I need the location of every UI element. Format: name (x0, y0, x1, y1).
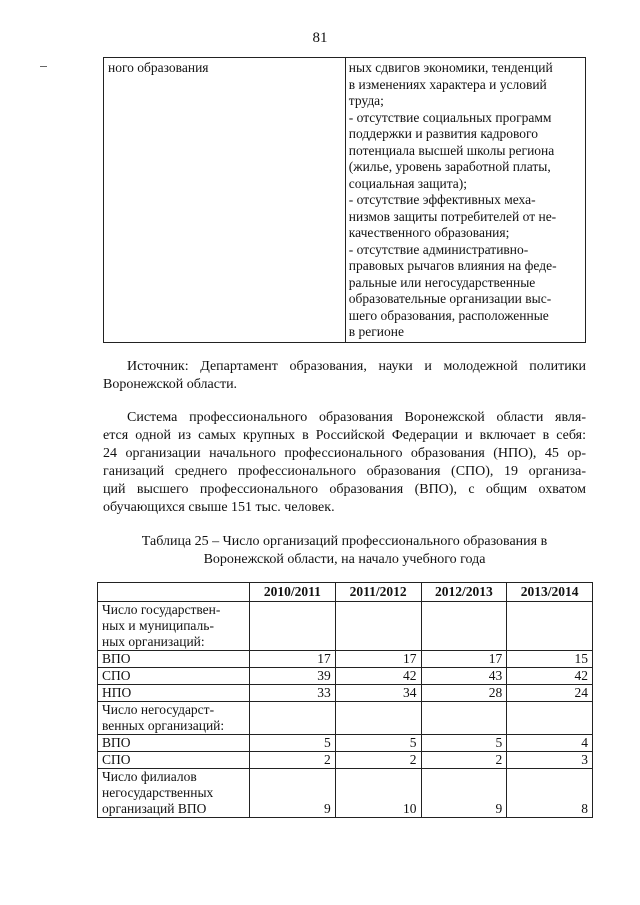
value-cell: 39 (250, 668, 336, 685)
table-caption (103, 533, 586, 569)
row-label-line: НПО (102, 685, 132, 700)
table-row (98, 769, 593, 818)
row-label-cell (98, 602, 250, 651)
row-label-line: ных и муниципаль- (102, 618, 214, 633)
value-cell: 28 (421, 685, 507, 702)
source-line: Источник: Департамент образования, науки и молодежной политики (127, 359, 586, 374)
row-label-cell (98, 769, 250, 818)
value-cell: 43 (421, 668, 507, 685)
row-label-line: Число государствен- (102, 602, 221, 617)
table-row (98, 702, 593, 735)
cell-line: в регионе (348, 324, 405, 339)
cell-line: шего образования, расположенные (348, 307, 549, 323)
value-cell: 42 (335, 668, 421, 685)
value-cell: 33 (250, 685, 336, 702)
cell-line: - отсутствие административно- (348, 241, 529, 257)
value-cell: 5 (335, 735, 421, 752)
value-cell: 34 (335, 685, 421, 702)
cell-line: ных сдвигов экономики, тенденций (348, 60, 553, 75)
value-cell: 17 (335, 651, 421, 668)
value-cell (335, 602, 421, 651)
value-cell (507, 702, 593, 735)
value-cell: 9 (250, 769, 336, 818)
cell-line: поддержки и развития кадрового (348, 126, 539, 141)
body-paragraph (103, 409, 586, 517)
value-cell (507, 602, 593, 651)
page-number: 81 (312, 30, 328, 46)
value-cell: 2 (250, 752, 336, 769)
cell-line: образовательные организации выс- (348, 291, 552, 306)
cell-line: потенциала высшей школы региона (348, 142, 555, 158)
row-label-line: организаций ВПО (102, 801, 207, 816)
value-cell: 8 (507, 769, 593, 818)
header-cell: 2010/2011 (250, 583, 336, 602)
value-cell: 5 (250, 735, 336, 752)
cell-line: - отсутствие социальных программ (348, 109, 552, 125)
table-row (98, 651, 593, 668)
value-cell (335, 702, 421, 735)
row-label-line: венных организаций: (102, 718, 225, 733)
source-line: Воронежской области. (103, 377, 238, 392)
value-cell: 15 (507, 651, 593, 668)
cell-line: качественного образования; (348, 225, 510, 240)
value-cell: 24 (507, 685, 593, 702)
row-label-cell (98, 735, 250, 752)
cell-line: в изменениях характера и условий (348, 76, 547, 92)
row-label-line: негосударственных (102, 785, 214, 800)
row-label-cell (98, 702, 250, 735)
source-note (103, 358, 586, 394)
row-label-line: ВПО (102, 735, 131, 750)
value-cell: 2 (421, 752, 507, 769)
table-row (98, 602, 593, 651)
paragraph-line: ций высшего профессионального образования (ВПО), с общим охватом (103, 482, 586, 497)
value-cell (250, 602, 336, 651)
value-cell: 17 (250, 651, 336, 668)
header-cell: 2012/2013 (421, 583, 507, 602)
row-label-cell (98, 668, 250, 685)
value-cell: 9 (421, 769, 507, 818)
header-cell: 2013/2014 (507, 583, 593, 602)
row-label-cell (98, 685, 250, 702)
paragraph-line: обучающихся свыше 151 тыс. человек. (103, 500, 335, 515)
table-row (98, 668, 593, 685)
margin-mark (40, 66, 47, 67)
table-row (98, 735, 593, 752)
value-cell: 2 (335, 752, 421, 769)
continued-table-row (104, 58, 586, 343)
cell-line: правовых рычагов влияния на феде- (348, 258, 557, 273)
cell-line: (жилье, уровень заработной платы, (348, 159, 551, 174)
caption-line: Воронежской области, на начало учебного года (203, 552, 486, 567)
cell-line: - отсутствие эффективных меха- (348, 192, 536, 207)
paragraph-line: ется одной из самых крупных в Российской Федерации и включает в себя: (103, 428, 586, 443)
header-cell: 2011/2012 (335, 583, 421, 602)
cell-line: труда; (348, 93, 384, 108)
table-header-row (98, 583, 593, 602)
value-cell (250, 702, 336, 735)
continued-table (103, 57, 586, 343)
value-cell: 3 (507, 752, 593, 769)
caption-line: Таблица 25 – Число организаций профессионального образования в (141, 534, 548, 549)
value-cell (421, 602, 507, 651)
value-cell: 10 (335, 769, 421, 818)
row-label-cell (98, 651, 250, 668)
continued-left-cell: ного образования (104, 58, 346, 343)
paragraph-line: Система профессионального образования Воронежской области явля- (127, 410, 586, 425)
value-cell (421, 702, 507, 735)
cell-line: социальная защита); (348, 175, 468, 191)
cell-line: низмов защиты потребителей от не- (348, 208, 557, 224)
cell-line: ральные или негосударственные (348, 274, 536, 290)
continued-right-cell (345, 58, 585, 343)
row-label-line: СПО (102, 668, 131, 683)
row-label-line: ВПО (102, 651, 131, 666)
paragraph-line: ганизаций среднего профессионального образования (СПО), 19 организа- (103, 464, 586, 479)
table-row (98, 752, 593, 769)
row-label-line: ных организаций: (102, 634, 205, 649)
row-label-line: СПО (102, 752, 131, 767)
value-cell: 42 (507, 668, 593, 685)
table-body (98, 602, 593, 818)
row-label-cell (98, 752, 250, 769)
row-label-line: Число филиалов (102, 769, 197, 784)
paragraph-line: 24 организации начального профессионального образования (НПО), 45 ор- (103, 446, 586, 461)
value-cell: 5 (421, 735, 507, 752)
row-label-line: Число негосударст- (102, 702, 215, 717)
value-cell: 17 (421, 651, 507, 668)
header-cell (98, 583, 250, 602)
value-cell: 4 (507, 735, 593, 752)
table-row (98, 685, 593, 702)
organizations-table (97, 582, 593, 818)
